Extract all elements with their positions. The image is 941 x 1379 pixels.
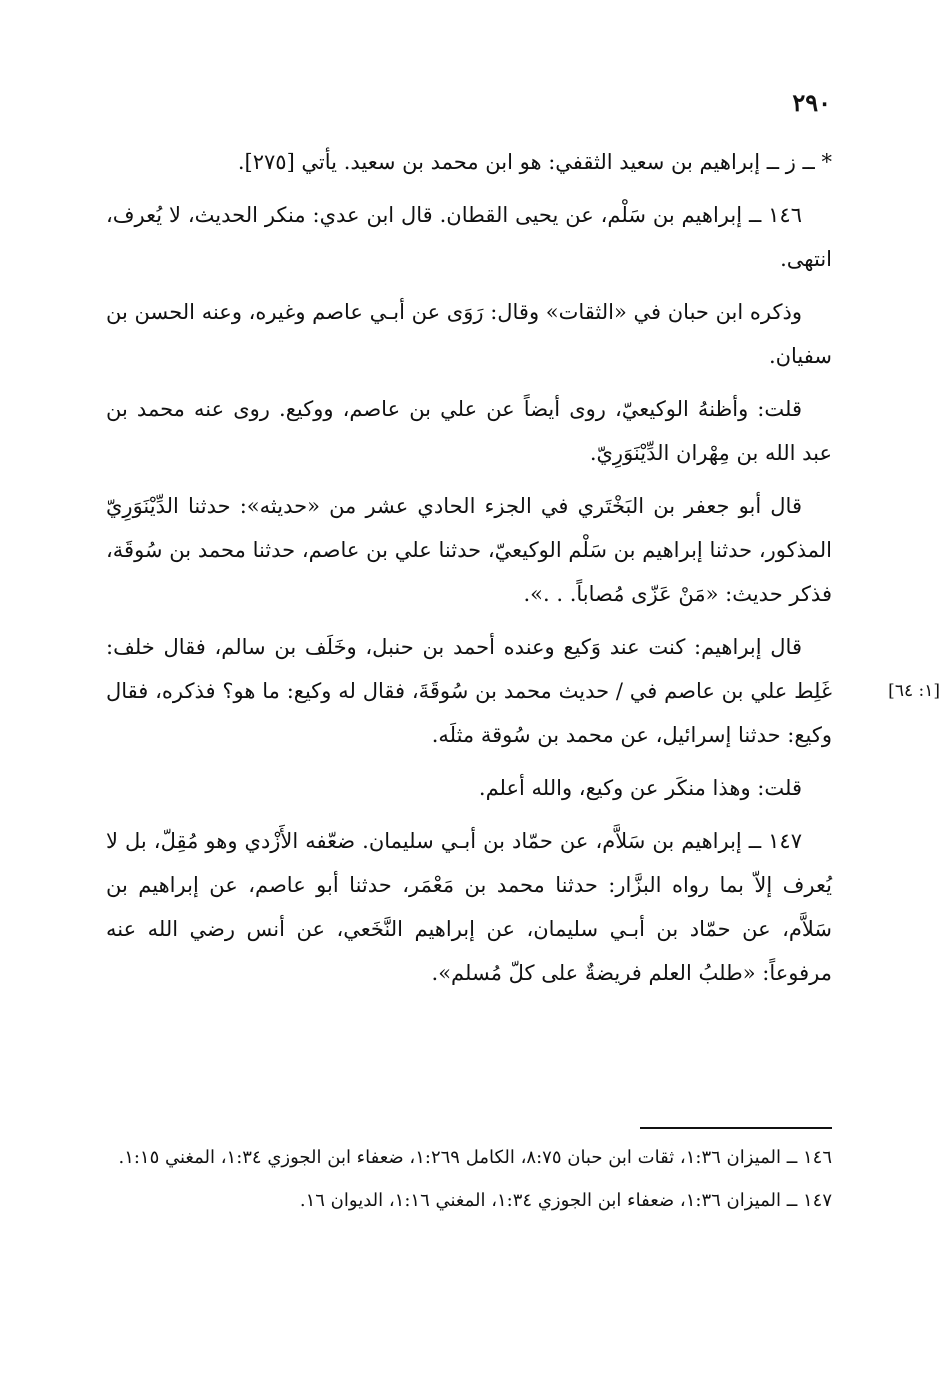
- footnote-146: ١٤٦ ــ الميزان ١:٣٦، ثقات ابن حبان ٨:٧٥، الكامل ١:٢٦٩، ضعفاء ابن الجوزي ١:٣٤، المغني ١:١٥.: [118, 1147, 832, 1168]
- entry-146-bakhtari-paragraph: قال أبو جعفر بن البَخْتَري في الجزء الحادي عشر من «حديثه»: حدثنا الدِّيْنَوَرِيّ المذكور، حدثنا إبراهيم بن سَلْم الوكيعيّ، حدثنا علي بن عاصم، حدثنا محمد بن سُوقَة، فذكر حديث: «مَنْ عَزّى مُصاباً. . .».: [106, 494, 832, 606]
- main-text: [106, 140, 940, 1004]
- footnotes: [106, 1140, 832, 1226]
- entry-cross-reference: * ــ ز ــ إبراهيم بن سعيد الثقفي: هو ابن محمد بن سعيد. يأتي [٢٧٥].: [237, 150, 832, 174]
- footnote-divider: [640, 1127, 832, 1129]
- entry-147-paragraph: ١٤٧ ــ إبراهيم بن سَلاَّم، عن حمّاد بن أبـي سليمان. ضعّفه الأَزْدي وهو مُقِلّ، بل لا يُعرف إلاّ بما رواه البزَّار: حدثنا محمد بن مَعْمَر، حدثنا أبو عاصم، عن إبراهيم بن سَلاَّم، عن حمّاد بن أبـي سليمان، عن إبراهيم النَّخَعي، عن أنس رضي الله عنه مرفوعاً: «طلبُ العلم فريضةٌ على كلّ مُسلم».: [106, 829, 832, 985]
- margin-reference: [١: ٦٤]: [888, 681, 940, 701]
- footnote-147: ١٤٧ ــ الميزان ١:٣٦، ضعفاء ابن الجوزي ١:٣٤، المغني ١:١٦، الديوان ١٦.: [299, 1190, 832, 1211]
- entry-146-ibn-hibban-paragraph: وذكره ابن حبان في «الثقات» وقال: رَوَى عن أبـي عاصم وغيره، وعنه الحسن بن سفيان.: [106, 300, 832, 368]
- entry-146-note-paragraph: قلت: وأظنهُ الوكيعيّ، روى أيضاً عن علي بن عاصم، ووكيع. روى عنه محمد بن عبد الله بن مِهْران الدِّيْنَوَرِيّ.: [106, 397, 832, 465]
- entry-146-ibrahim-block: [106, 625, 940, 757]
- entry-146-conclusion-paragraph: قلت: وهذا منكَر عن وكيع، والله أعلم.: [478, 776, 802, 800]
- page-number: ٢٩٠: [792, 88, 831, 117]
- entry-146-ibrahim-paragraph: قال إبراهيم: كنت عند وَكيع وعنده أحمد بن حنبل، وخَلَف بن سالم، فقال خلف: غَلِط علي بن عاصم في / حديث محمد بن سُوقَةَ، فقال له وكيع: ما هو؟ فذكره، فقال وكيع: حدثنا إسرائيل، عن محمد بن سُوقة مثلَه.: [106, 635, 832, 747]
- entry-146-paragraph: ١٤٦ ــ إبراهيم بن سَلْم، عن يحيى القطان. قال ابن عدي: منكر الحديث، لا يُعرف، انتهى.: [106, 203, 832, 271]
